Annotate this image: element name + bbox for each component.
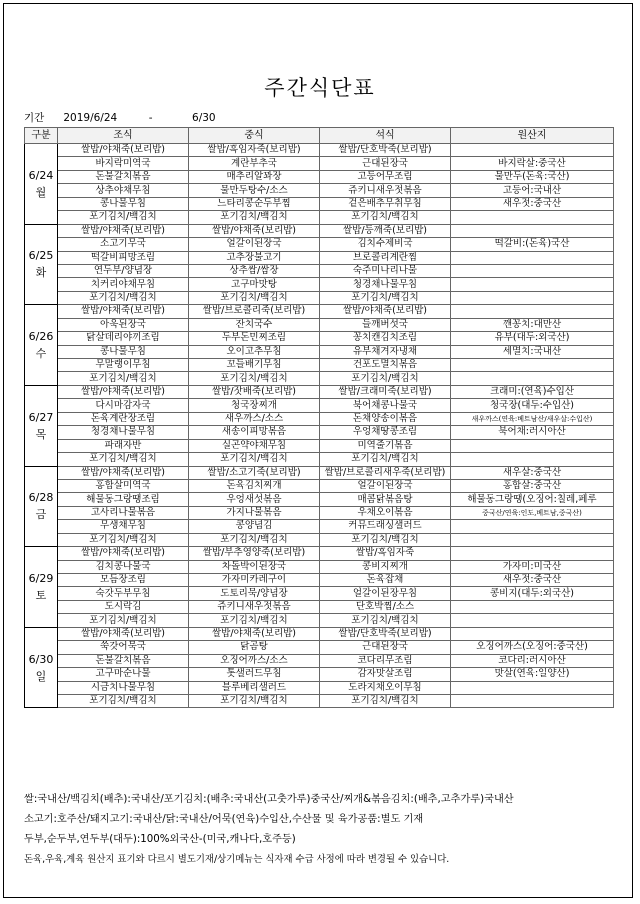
lunch-cell: 꼬들배기무침 [189, 359, 320, 372]
dinner-cell: 쌀밥/단호박죽(보리밥) [320, 627, 451, 640]
origin-cell: 유부(대두:외국산) [451, 332, 614, 345]
table-row [25, 681, 614, 694]
breakfast-cell: 다시마감자국 [58, 399, 189, 412]
lunch-cell: 새송이피망볶음 [189, 426, 320, 439]
lunch-cell: 느타리콩순두부찜 [189, 197, 320, 210]
origin-cell: 코다리:러시아산 [451, 654, 614, 667]
breakfast-cell: 포기김치/백김치 [58, 453, 189, 466]
lunch-cell: 차돌박이된장국 [189, 560, 320, 573]
dinner-cell: 근대된장국 [320, 641, 451, 654]
dinner-cell: 콩비지찌개 [320, 560, 451, 573]
dinner-cell: 돈채양송이볶음 [320, 412, 451, 425]
dinner-cell: 꽁치캔김치조림 [320, 332, 451, 345]
origin-cell: 가자미:미국산 [451, 560, 614, 573]
period-label: 기간 [24, 112, 45, 124]
table-row [25, 479, 614, 492]
origin-cell [451, 278, 614, 291]
table-row [25, 466, 614, 479]
table-row [25, 506, 614, 519]
dinner-cell: 쌀밥/흑임자죽 [320, 547, 451, 560]
origin-cell: 새우젓:중국산 [451, 574, 614, 587]
table-row [25, 197, 614, 210]
origin-cell: 물만두(돈육:국산) [451, 170, 614, 183]
breakfast-cell: 돈불갈치볶음 [58, 654, 189, 667]
dinner-cell: 돈육잡채 [320, 574, 451, 587]
origin-cell: 북어채:러시아산 [451, 426, 614, 439]
origin-cell: 바지락살:중국산 [451, 157, 614, 170]
period-line [24, 110, 216, 125]
breakfast-cell: 떡갈비피망조림 [58, 251, 189, 264]
header-breakfast: 조식 [58, 128, 189, 144]
table-row [25, 641, 614, 654]
note-line: 소고기:호주산/돼지고기:국내산/닭:국내산/어묵(연육)수입산,수산물 및 육가공품:별도 기재 [24, 814, 424, 825]
dinner-cell: 단호박찜/소스 [320, 600, 451, 613]
note-line: 쌀:국내산/백김치(배추):국내산/포기김치:(배추:국내산(고춧가루)중국산/찌개&볶음김치:(배추,고추가루)국내산 [24, 794, 514, 805]
breakfast-cell: 쌀밥/야채죽(보리밥) [58, 627, 189, 640]
dinner-cell: 우엉채땅콩조림 [320, 426, 451, 439]
table-row [25, 547, 614, 560]
day-date: 6/27 [28, 410, 54, 424]
table-row [25, 426, 614, 439]
dinner-cell: 들깨버섯국 [320, 318, 451, 331]
period-end: 6/30 [192, 112, 216, 124]
breakfast-cell: 바지락미역국 [58, 157, 189, 170]
header-lunch: 중식 [189, 128, 320, 144]
day-cell [25, 305, 58, 386]
table-row [25, 412, 614, 425]
header-row [25, 128, 614, 144]
table-row [25, 264, 614, 277]
dinner-cell: 김치수제비국 [320, 238, 451, 251]
dinner-cell: 청경채나물무침 [320, 278, 451, 291]
dinner-cell: 포기김치/백김치 [320, 211, 451, 224]
origin-cell: 고등어:국내산 [451, 184, 614, 197]
breakfast-cell: 상추야채무침 [58, 184, 189, 197]
table-row [25, 332, 614, 345]
lunch-cell: 쌀밥/흑임자죽(보리밥) [189, 144, 320, 157]
origin-cell: 떡갈비:(돈육)국산 [451, 238, 614, 251]
origin-cell [451, 291, 614, 304]
lunch-cell: 계란부추국 [189, 157, 320, 170]
breakfast-cell: 쌀밥/야채죽(보리밥) [58, 466, 189, 479]
lunch-cell: 닭곰탕 [189, 641, 320, 654]
table-row [25, 493, 614, 506]
day-cell [25, 627, 58, 708]
dinner-cell: 유부채겨자냉채 [320, 345, 451, 358]
breakfast-cell: 소고기무국 [58, 238, 189, 251]
day-weekday: 토 [35, 588, 47, 602]
lunch-cell: 포기김치/백김치 [189, 694, 320, 707]
breakfast-cell: 숙갓두부무침 [58, 587, 189, 600]
dinner-cell: 포기김치/백김치 [320, 372, 451, 385]
dinner-cell: 커뮤드래싱샐러드 [320, 520, 451, 533]
breakfast-cell: 청경채나물무침 [58, 426, 189, 439]
lunch-cell: 도토리묵/양념장 [189, 587, 320, 600]
lunch-cell: 오이고추무침 [189, 345, 320, 358]
dinner-cell: 쥬키니새우젓볶음 [320, 184, 451, 197]
day-date: 6/24 [28, 168, 54, 182]
table-row [25, 211, 614, 224]
origin-cell: 중국산/연육:인도,베트남,중국산) [451, 506, 614, 519]
table-row [25, 654, 614, 667]
origin-cell [451, 305, 614, 318]
breakfast-cell: 김치콩나물국 [58, 560, 189, 573]
table-row [25, 251, 614, 264]
breakfast-cell: 돈불갈치볶음 [58, 170, 189, 183]
dinner-cell: 북어채콩나물국 [320, 399, 451, 412]
table-row [25, 170, 614, 183]
day-cell [25, 466, 58, 547]
day-date: 6/29 [28, 571, 54, 585]
breakfast-cell: 연두부/양념장 [58, 264, 189, 277]
origin-cell [451, 372, 614, 385]
dinner-cell: 근대된장국 [320, 157, 451, 170]
dinner-cell: 포기김치/백김치 [320, 614, 451, 627]
breakfast-cell: 콩나물무침 [58, 197, 189, 210]
table-row [25, 614, 614, 627]
lunch-cell: 포기김치/백김치 [189, 453, 320, 466]
dinner-cell: 미역줄기볶음 [320, 439, 451, 452]
table-row [25, 385, 614, 398]
origin-cell: 깬꽁치:대만산 [451, 318, 614, 331]
day-weekday: 금 [35, 508, 47, 522]
breakfast-cell: 포기김치/백김치 [58, 533, 189, 546]
dinner-cell: 쌀밥/브로콜리새우죽(보리밥) [320, 466, 451, 479]
dinner-cell: 도라지채오이무침 [320, 681, 451, 694]
dinner-cell: 건포도멸치볶음 [320, 359, 451, 372]
origin-cell [451, 694, 614, 707]
breakfast-cell: 해물동그랑땡조림 [58, 493, 189, 506]
header-dinner: 석식 [320, 128, 451, 144]
lunch-cell: 돈육김치찌개 [189, 479, 320, 492]
origin-cell: 맛살(연육:일양산) [451, 668, 614, 681]
lunch-cell: 쥬키니새우젓볶음 [189, 600, 320, 613]
day-cell [25, 144, 58, 225]
table-row [25, 359, 614, 372]
lunch-cell: 고추장불고기 [189, 251, 320, 264]
dinner-cell: 얼갈이된장무침 [320, 587, 451, 600]
table-row [25, 574, 614, 587]
lunch-cell: 가자미카레구이 [189, 574, 320, 587]
origin-cell: 세멸치:국내산 [451, 345, 614, 358]
origin-cell [451, 533, 614, 546]
period-start: 2019/6/24 [63, 112, 118, 124]
dinner-cell: 우채오이볶음 [320, 506, 451, 519]
day-cell [25, 385, 58, 466]
origin-cell: 새우까스(연육:베트남산/새우살:수입산) [451, 412, 614, 425]
breakfast-cell: 포기김치/백김치 [58, 614, 189, 627]
dinner-cell: 매콤닭볶음탕 [320, 493, 451, 506]
dinner-cell: 숙주미나리나물 [320, 264, 451, 277]
dinner-cell: 포기김치/백김치 [320, 291, 451, 304]
dinner-cell: 겉은배추무취무침 [320, 197, 451, 210]
page-title: 주간식단표 [264, 76, 376, 100]
breakfast-cell: 무생채무침 [58, 520, 189, 533]
period-dash: - [148, 112, 153, 124]
dinner-cell: 감자맛살조림 [320, 668, 451, 681]
breakfast-cell: 쌀밥/야채죽(보리밥) [58, 547, 189, 560]
lunch-cell: 상추쌈/쌈장 [189, 264, 320, 277]
origin-cell [451, 627, 614, 640]
origin-cell [451, 453, 614, 466]
table-row [25, 278, 614, 291]
origin-cell [451, 211, 614, 224]
table-row [25, 305, 614, 318]
breakfast-cell: 쌀밥/야채죽(보리밥) [58, 385, 189, 398]
dinner-cell: 쌀밥/크래미죽(보리밥) [320, 385, 451, 398]
origin-cell [451, 547, 614, 560]
breakfast-cell: 고사리나물볶음 [58, 506, 189, 519]
day-weekday: 일 [35, 669, 47, 683]
table-row [25, 453, 614, 466]
dinner-cell: 포기김치/백김치 [320, 453, 451, 466]
day-weekday: 수 [35, 347, 47, 361]
lunch-cell: 잔치국수 [189, 318, 320, 331]
lunch-cell: 쌀밥/야채죽(보리밥) [189, 627, 320, 640]
table-row [25, 372, 614, 385]
table-row [25, 399, 614, 412]
day-weekday: 화 [35, 266, 47, 280]
origin-cell: 새우젓:중국산 [451, 197, 614, 210]
origin-cell: 오징어까스(오징어:중국산) [451, 641, 614, 654]
breakfast-cell: 도시락김 [58, 600, 189, 613]
table-row [25, 533, 614, 546]
breakfast-cell: 포기김치/백김치 [58, 211, 189, 224]
dinner-cell: 얼갈이된장국 [320, 479, 451, 492]
day-weekday: 목 [35, 427, 47, 441]
weekly-menu-table [24, 127, 614, 708]
breakfast-cell: 쌀밥/야채죽(보리밥) [58, 305, 189, 318]
breakfast-cell: 홍합살미역국 [58, 479, 189, 492]
breakfast-cell: 쌀밥/야채죽(보리밥) [58, 224, 189, 237]
table-row [25, 439, 614, 452]
header-origin: 원산지 [451, 128, 614, 144]
breakfast-cell: 무말랭이무침 [58, 359, 189, 372]
lunch-cell: 콩양념김 [189, 520, 320, 533]
table-row [25, 668, 614, 681]
day-weekday: 월 [35, 185, 47, 199]
origin-cell [451, 264, 614, 277]
lunch-cell: 매추리알꽈장 [189, 170, 320, 183]
dinner-cell: 포기김치/백김치 [320, 533, 451, 546]
table-row [25, 144, 614, 157]
lunch-cell: 포기김치/백김치 [189, 211, 320, 224]
day-date: 6/26 [28, 330, 54, 344]
lunch-cell: 포기김치/백김치 [189, 533, 320, 546]
dinner-cell: 코다리무조림 [320, 654, 451, 667]
lunch-cell: 포기김치/백김치 [189, 614, 320, 627]
table-row [25, 157, 614, 170]
breakfast-cell: 파래자반 [58, 439, 189, 452]
dinner-cell: 쌀밥/등깨죽(보리밥) [320, 224, 451, 237]
lunch-cell: 쌀밥/야채죽(보리밥) [189, 224, 320, 237]
origin-cell: 콩비지(대두:외국산) [451, 587, 614, 600]
origin-cell: 청국장(대두:수입산) [451, 399, 614, 412]
breakfast-cell: 돈육계란장조림 [58, 412, 189, 425]
origin-cell [451, 439, 614, 452]
origin-cell [451, 251, 614, 264]
day-cell [25, 224, 58, 305]
lunch-cell: 쌀밥/소고기죽(보리밥) [189, 466, 320, 479]
lunch-cell: 얼갈이된장국 [189, 238, 320, 251]
origin-cell [451, 681, 614, 694]
header-category: 구분 [25, 128, 58, 144]
lunch-cell: 오징어까스/소스 [189, 654, 320, 667]
lunch-cell: 톳샐러드무침 [189, 668, 320, 681]
table-row [25, 224, 614, 237]
lunch-cell: 포기김치/백김치 [189, 291, 320, 304]
day-cell [25, 547, 58, 628]
table-row [25, 600, 614, 613]
day-date: 6/30 [28, 652, 54, 666]
origin-cell [451, 614, 614, 627]
breakfast-cell: 콩나물무침 [58, 345, 189, 358]
table-row [25, 560, 614, 573]
table-row [25, 345, 614, 358]
breakfast-cell: 치커리야채무침 [58, 278, 189, 291]
dinner-cell: 고등어무조림 [320, 170, 451, 183]
day-date: 6/25 [28, 249, 54, 263]
notes [24, 790, 624, 870]
origin-cell: 새우살:중국산 [451, 466, 614, 479]
table-row [25, 184, 614, 197]
origin-cell: 크래미:(연육)수입산 [451, 385, 614, 398]
origin-cell: 홍합살:중국산 [451, 479, 614, 492]
table-row [25, 587, 614, 600]
table-row [25, 627, 614, 640]
lunch-cell: 고구마맛탕 [189, 278, 320, 291]
lunch-cell: 새우까스/소스 [189, 412, 320, 425]
lunch-cell: 블루베리샐러드 [189, 681, 320, 694]
lunch-cell: 두부돈민찌조림 [189, 332, 320, 345]
lunch-cell: 포기김치/백김치 [189, 372, 320, 385]
lunch-cell: 쌀밥/잣배죽(보리밥) [189, 385, 320, 398]
breakfast-cell: 포기김치/백김치 [58, 694, 189, 707]
breakfast-cell: 포기김치/백김치 [58, 291, 189, 304]
day-date: 6/28 [28, 491, 54, 505]
table-row [25, 238, 614, 251]
breakfast-cell: 모듬장조림 [58, 574, 189, 587]
lunch-cell: 쌀밥/부추영양죽(보리밥) [189, 547, 320, 560]
table-row [25, 318, 614, 331]
origin-cell [451, 144, 614, 157]
lunch-cell: 가지나물볶음 [189, 506, 320, 519]
origin-cell [451, 600, 614, 613]
table-row [25, 694, 614, 707]
note-line: 돈육,우육,계육 원산지 표기와 다르시 별도기재/상기메뉴는 식자재 수급 사정에 따라 변경될 수 있습니다. [24, 854, 450, 865]
lunch-cell: 우엉새섯볶음 [189, 493, 320, 506]
lunch-cell: 실곤약야채무침 [189, 439, 320, 452]
origin-cell [451, 520, 614, 533]
table-row [25, 520, 614, 533]
table-row [25, 291, 614, 304]
lunch-cell: 물만두탕수/소스 [189, 184, 320, 197]
breakfast-cell: 고구마순나물 [58, 668, 189, 681]
breakfast-cell: 닭살데리야끼조림 [58, 332, 189, 345]
dinner-cell: 브로콜리계란찜 [320, 251, 451, 264]
dinner-cell: 쌀밥/야채죽(보리밥) [320, 305, 451, 318]
dinner-cell: 포기김치/백김치 [320, 694, 451, 707]
lunch-cell: 청국장찌개 [189, 399, 320, 412]
breakfast-cell: 아욱된장국 [58, 318, 189, 331]
breakfast-cell: 쌀밥/야채죽(보리밥) [58, 144, 189, 157]
lunch-cell: 쌀밥/브로콜리죽(보리밥) [189, 305, 320, 318]
origin-cell: 해물동그랑땡(오징어:칠레,페루 [451, 493, 614, 506]
breakfast-cell: 쑥갓어묵국 [58, 641, 189, 654]
origin-cell [451, 359, 614, 372]
dinner-cell: 쌀밥/단호박죽(보리밥) [320, 144, 451, 157]
breakfast-cell: 시금치나물무침 [58, 681, 189, 694]
note-line: 두부,순두부,연두부(대두):100%외국산-(미국,캐나다,호주등) [24, 834, 296, 845]
origin-cell [451, 224, 614, 237]
breakfast-cell: 포기김치/백김치 [58, 372, 189, 385]
